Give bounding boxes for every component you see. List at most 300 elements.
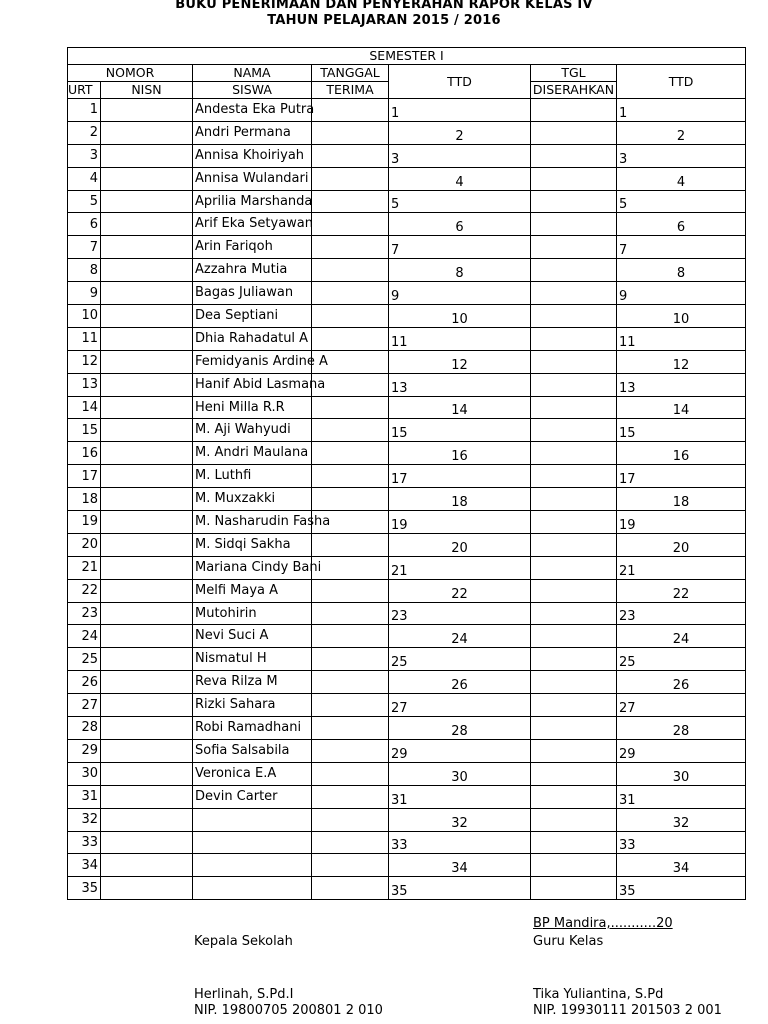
date-handed-cell: [531, 190, 617, 213]
date-received-cell: [312, 877, 389, 900]
row-number: 31: [68, 785, 101, 808]
student-name-text: M. Luthfi: [195, 468, 252, 484]
nisn-cell: [101, 121, 193, 144]
student-name-text: Dhia Rahadatul A: [195, 330, 309, 346]
tgl-header: TGL: [531, 65, 617, 82]
table-row: [68, 648, 746, 671]
ttd-receive-cell: 5: [389, 190, 531, 213]
row-number: 7: [68, 236, 101, 259]
table-row: [68, 236, 746, 259]
ttd-receive-cell: 30: [389, 762, 531, 785]
date-handed-cell: [531, 465, 617, 488]
table-row: [68, 465, 746, 488]
nisn-cell: [101, 327, 193, 350]
table-row: [68, 282, 746, 305]
date-handed-cell: [531, 327, 617, 350]
nisn-cell: [101, 831, 193, 854]
nisn-cell: [101, 785, 193, 808]
table-row: [68, 442, 746, 465]
ttd-receive-cell: 6: [389, 213, 531, 236]
nisn-cell: [101, 305, 193, 328]
nisn-cell: [101, 533, 193, 556]
date-handed-cell: [531, 785, 617, 808]
table-row: [68, 99, 746, 122]
student-rows: [68, 99, 746, 900]
student-name-text: Bagas Juliawan: [195, 285, 294, 301]
ttd-receive-cell: 8: [389, 259, 531, 282]
table-row: [68, 327, 746, 350]
student-name: [193, 579, 312, 602]
date-received-cell: [312, 99, 389, 122]
student-name-text: Nevi Suci A: [195, 628, 269, 644]
table-row: [68, 396, 746, 419]
table-row: [68, 190, 746, 213]
date-handed-cell: [531, 282, 617, 305]
nisn-cell: [101, 488, 193, 511]
nisn-cell: [101, 99, 193, 122]
student-name: [193, 762, 312, 785]
date-handed-cell: [531, 694, 617, 717]
ttd-receive-cell: 25: [389, 648, 531, 671]
date-received-cell: [312, 625, 389, 648]
student-name: [193, 167, 312, 190]
ttd-receive-cell: 20: [389, 533, 531, 556]
student-name: [193, 350, 328, 373]
student-name-text: Arif Eka Setyawan: [195, 216, 314, 232]
ttd-handover-cell: 11: [617, 327, 746, 350]
ttd-receive-cell: 9: [389, 282, 531, 305]
row-number: 9: [68, 282, 101, 305]
ttd-handover-cell: 34: [617, 854, 746, 877]
right-signer-name: Tika Yuliantina, S.Pd: [533, 987, 664, 1002]
nisn-cell: [101, 190, 193, 213]
student-name: [193, 488, 312, 511]
date-received-cell: [312, 442, 389, 465]
date-received-cell: [312, 259, 389, 282]
student-name-text: Andesta Eka Putra: [195, 102, 315, 117]
student-name: [193, 785, 312, 808]
nisn-cell: [101, 419, 193, 442]
date-handed-cell: [531, 648, 617, 671]
row-number: 22: [68, 579, 101, 602]
table-row: [68, 602, 746, 625]
date-handed-cell: [531, 602, 617, 625]
student-name: [193, 648, 312, 671]
table-row: [68, 556, 746, 579]
ttd-receive-cell: 11: [389, 327, 531, 350]
date-handed-cell: [531, 442, 617, 465]
date-received-cell: [312, 785, 389, 808]
date-received-cell: [312, 144, 389, 167]
date-handed-cell: [531, 762, 617, 785]
ttd-handover-cell: 12: [617, 350, 746, 373]
ttd-handover-cell: 35: [617, 877, 746, 900]
student-name: [193, 236, 312, 259]
student-name: [193, 442, 312, 465]
ttd-handover-cell: 19: [617, 511, 746, 534]
date-received-cell: [312, 282, 389, 305]
table-row: [68, 785, 746, 808]
row-number: 35: [68, 877, 101, 900]
nisn-cell: [101, 350, 193, 373]
row-number: 30: [68, 762, 101, 785]
date-handed-cell: [531, 305, 617, 328]
ttd-receive-cell: 12: [389, 350, 531, 373]
student-name: [193, 305, 312, 328]
ttd-handover-cell: 16: [617, 442, 746, 465]
date-handed-cell: [531, 511, 617, 534]
date-handed-cell: [531, 854, 617, 877]
ttd-receive-cell: 31: [389, 785, 531, 808]
row-number: 18: [68, 488, 101, 511]
date-received-cell: [312, 213, 389, 236]
ttd-handover-cell: 13: [617, 373, 746, 396]
student-name-text: M. Andri Maulana: [195, 445, 309, 461]
table-row: [68, 259, 746, 282]
student-name-text: M. Muxzakki: [195, 491, 276, 507]
row-number: 32: [68, 808, 101, 831]
ttd-handover-cell: 4: [617, 167, 746, 190]
nisn-cell: [101, 259, 193, 282]
student-name: [193, 671, 312, 694]
table-row: [68, 121, 746, 144]
ttd-handover-cell: 5: [617, 190, 746, 213]
row-number: 33: [68, 831, 101, 854]
nisn-cell: [101, 694, 193, 717]
table-row: [68, 671, 746, 694]
ttd-handover-cell: 9: [617, 282, 746, 305]
ttd-handover-cell: 24: [617, 625, 746, 648]
student-name-text: Dea Septiani: [195, 308, 279, 324]
student-name-text: Rizki Sahara: [195, 697, 276, 713]
student-name-text: Azzahra Mutia: [195, 262, 288, 278]
date-handed-cell: [531, 419, 617, 442]
date-handed-cell: [531, 739, 617, 762]
row-number: 15: [68, 419, 101, 442]
row-number: 2: [68, 121, 101, 144]
table-row: [68, 144, 746, 167]
nisn-cell: [101, 556, 193, 579]
date-received-cell: [312, 556, 389, 579]
ttd-handover-cell: 3: [617, 144, 746, 167]
date-handed-cell: [531, 671, 617, 694]
date-received-cell: [312, 305, 389, 328]
row-number: 28: [68, 717, 101, 740]
date-received-cell: [312, 396, 389, 419]
ttd-handover-cell: 30: [617, 762, 746, 785]
date-handed-cell: [531, 350, 617, 373]
date-received-cell: [312, 831, 389, 854]
date-received-cell: [312, 419, 389, 442]
row-number: 12: [68, 350, 101, 373]
row-number: 6: [68, 213, 101, 236]
ttd-handover-cell: 25: [617, 648, 746, 671]
row-number: 20: [68, 533, 101, 556]
student-name: [193, 511, 331, 534]
date-received-cell: [312, 327, 389, 350]
nisn-header: NISN: [101, 82, 193, 99]
student-name-text: Reva Rilza M: [195, 674, 278, 690]
date-handed-cell: [531, 556, 617, 579]
student-name-text: Robi Ramadhani: [195, 720, 302, 736]
row-number: 1: [68, 99, 101, 122]
document-subtitle: TAHUN PELAJARAN 2015 / 2016: [267, 13, 501, 28]
student-name: [193, 739, 312, 762]
ttd-receive-cell: 35: [389, 877, 531, 900]
ttd-receive-cell: 16: [389, 442, 531, 465]
ttd-receive-cell: 13: [389, 373, 531, 396]
row-number: 14: [68, 396, 101, 419]
student-name: [193, 99, 315, 122]
date-handed-cell: [531, 717, 617, 740]
row-number: 3: [68, 144, 101, 167]
ttd-receive-cell: 21: [389, 556, 531, 579]
left-signer-nip: NIP. 19800705 200801 2 010: [194, 1003, 383, 1018]
row-number: 19: [68, 511, 101, 534]
ttd-receive-cell: 1: [389, 99, 531, 122]
student-name-text: Nismatul H: [195, 651, 267, 667]
ttd-receive-cell: 33: [389, 831, 531, 854]
student-name: [193, 327, 312, 350]
semester-header: SEMESTER I: [68, 48, 746, 65]
date-received-cell: [312, 236, 389, 259]
student-name: [193, 625, 312, 648]
student-name: [193, 556, 322, 579]
date-handed-cell: [531, 144, 617, 167]
ttd-handover-cell: 2: [617, 121, 746, 144]
right-role: Guru Kelas: [533, 934, 604, 949]
ttd-handover-cell: 28: [617, 717, 746, 740]
ttd-receive-cell: 7: [389, 236, 531, 259]
ttd-receive-cell: 24: [389, 625, 531, 648]
row-number: 11: [68, 327, 101, 350]
table-row: [68, 739, 746, 762]
student-name: [193, 533, 312, 556]
report-table-container: [67, 47, 745, 900]
ttd-receive-cell: 3: [389, 144, 531, 167]
student-name: [193, 396, 312, 419]
student-name: [193, 877, 312, 900]
row-number: 27: [68, 694, 101, 717]
nisn-cell: [101, 442, 193, 465]
ttd-receive-cell: 14: [389, 396, 531, 419]
date-handed-cell: [531, 99, 617, 122]
ttd-receive-cell: 22: [389, 579, 531, 602]
student-name: [193, 419, 312, 442]
table-row: [68, 511, 746, 534]
urt-header: URT: [68, 82, 101, 99]
student-name-text: M. Nasharudin Fasha: [195, 514, 331, 530]
ttd-receive-cell: 15: [389, 419, 531, 442]
ttd-handover-cell: 22: [617, 579, 746, 602]
nisn-cell: [101, 739, 193, 762]
ttd-receive-cell: 4: [389, 167, 531, 190]
place-date: BP Mandira,...........20: [533, 916, 673, 931]
date-received-cell: [312, 854, 389, 877]
left-signer-name: Herlinah, S.Pd.I: [194, 987, 294, 1002]
date-handed-cell: [531, 808, 617, 831]
nisn-cell: [101, 717, 193, 740]
ttd-handover-cell: 33: [617, 831, 746, 854]
date-received-cell: [312, 648, 389, 671]
nisn-cell: [101, 877, 193, 900]
row-number: 17: [68, 465, 101, 488]
student-name: [193, 808, 312, 831]
student-name-text: Annisa Khoiriyah: [195, 147, 305, 163]
nisn-cell: [101, 625, 193, 648]
nisn-cell: [101, 671, 193, 694]
ttd-receive-cell: 10: [389, 305, 531, 328]
student-name-text: Mutohirin: [195, 605, 257, 621]
table-row: [68, 533, 746, 556]
date-handed-cell: [531, 831, 617, 854]
date-handed-cell: [531, 625, 617, 648]
ttd-handover-cell: 7: [617, 236, 746, 259]
ttd-handover-cell: 15: [617, 419, 746, 442]
ttd-handover-cell: 18: [617, 488, 746, 511]
student-name: [193, 259, 312, 282]
table-row: [68, 350, 746, 373]
date-received-cell: [312, 465, 389, 488]
ttd-handover-cell: 23: [617, 602, 746, 625]
row-number: 8: [68, 259, 101, 282]
ttd-receive-cell: 34: [389, 854, 531, 877]
student-name: [193, 282, 312, 305]
nisn-cell: [101, 373, 193, 396]
student-name: [193, 213, 312, 236]
student-name-text: M. Aji Wahyudi: [195, 422, 291, 438]
ttd-handover-cell: 29: [617, 739, 746, 762]
student-name-text: Hanif Abid Lasmana: [195, 376, 326, 392]
student-name: [193, 144, 312, 167]
table-row: [68, 694, 746, 717]
nisn-cell: [101, 144, 193, 167]
row-number: 34: [68, 854, 101, 877]
nisn-cell: [101, 396, 193, 419]
ttd-receive-cell: 2: [389, 121, 531, 144]
right-signer-nip: NIP. 19930111 201503 2 001: [533, 1003, 722, 1018]
ttd-handover-cell: 10: [617, 305, 746, 328]
student-name: [193, 373, 326, 396]
student-name-text: Veronica E.A: [195, 765, 277, 781]
student-name-text: Annisa Wulandari: [195, 170, 309, 186]
row-number: 16: [68, 442, 101, 465]
row-number: 23: [68, 602, 101, 625]
ttd-handover-cell: 8: [617, 259, 746, 282]
date-received-cell: [312, 717, 389, 740]
date-handed-cell: [531, 236, 617, 259]
student-name: [193, 602, 312, 625]
student-name-text: M. Sidqi Sakha: [195, 536, 291, 552]
ttd-handover-cell: 31: [617, 785, 746, 808]
student-name: [193, 854, 312, 877]
ttd-receive-cell: 26: [389, 671, 531, 694]
date-handed-cell: [531, 533, 617, 556]
student-name-text: Devin Carter: [195, 788, 278, 804]
ttd-header-1: TTD: [389, 65, 531, 99]
date-received-cell: [312, 694, 389, 717]
ttd-handover-cell: 27: [617, 694, 746, 717]
table-row: [68, 373, 746, 396]
table-row: [68, 854, 746, 877]
table-row: [68, 831, 746, 854]
table-row: [68, 717, 746, 740]
nisn-cell: [101, 579, 193, 602]
row-number: 25: [68, 648, 101, 671]
table-row: [68, 213, 746, 236]
tanggal-header: TANGGAL: [312, 65, 389, 82]
student-name-text: Sofia Salsabila: [195, 742, 290, 758]
ttd-handover-cell: 26: [617, 671, 746, 694]
nama-header: NAMA: [193, 65, 312, 82]
date-received-cell: [312, 167, 389, 190]
siswa-header: SISWA: [193, 82, 312, 99]
ttd-handover-cell: 32: [617, 808, 746, 831]
nisn-cell: [101, 854, 193, 877]
date-received-cell: [312, 488, 389, 511]
date-handed-cell: [531, 579, 617, 602]
row-number: 29: [68, 739, 101, 762]
ttd-handover-cell: 1: [617, 99, 746, 122]
date-received-cell: [312, 121, 389, 144]
table-row: [68, 305, 746, 328]
nisn-cell: [101, 762, 193, 785]
ttd-receive-cell: 19: [389, 511, 531, 534]
table-row: [68, 877, 746, 900]
student-name: [193, 121, 312, 144]
document-title: BUKU PENERIMAAN DAN PENYERAHAN RAPOR KELAS IV: [175, 0, 593, 12]
date-received-cell: [312, 602, 389, 625]
row-number: 13: [68, 373, 101, 396]
date-received-cell: [312, 579, 389, 602]
ttd-handover-cell: 6: [617, 213, 746, 236]
row-number: 26: [68, 671, 101, 694]
nisn-cell: [101, 236, 193, 259]
ttd-receive-cell: 28: [389, 717, 531, 740]
row-number: 4: [68, 167, 101, 190]
date-handed-cell: [531, 213, 617, 236]
nisn-cell: [101, 167, 193, 190]
student-name-text: Aprilia Marshanda: [195, 193, 313, 209]
student-name-text: Mariana Cindy Bani: [195, 559, 322, 575]
student-name-text: Heni Milla R.R: [195, 399, 285, 415]
date-handed-cell: [531, 259, 617, 282]
nisn-cell: [101, 602, 193, 625]
diserahkan-header: DISERAHKAN: [531, 82, 617, 99]
nisn-cell: [101, 511, 193, 534]
student-name: [193, 190, 312, 213]
student-name: [193, 831, 312, 854]
date-received-cell: [312, 762, 389, 785]
ttd-receive-cell: 29: [389, 739, 531, 762]
nisn-cell: [101, 282, 193, 305]
date-handed-cell: [531, 396, 617, 419]
row-number: 10: [68, 305, 101, 328]
date-received-cell: [312, 190, 389, 213]
row-number: 24: [68, 625, 101, 648]
student-name-text: Femidyanis Ardine A: [195, 353, 328, 369]
date-handed-cell: [531, 488, 617, 511]
table-row: [68, 808, 746, 831]
date-received-cell: [312, 808, 389, 831]
table-row: [68, 488, 746, 511]
student-name-text: Arin Fariqoh: [195, 239, 273, 255]
row-number: 5: [68, 190, 101, 213]
student-name-text: Andri Permana: [195, 124, 291, 140]
student-name: [193, 465, 312, 488]
terima-header: TERIMA: [312, 82, 389, 99]
row-number: 21: [68, 556, 101, 579]
